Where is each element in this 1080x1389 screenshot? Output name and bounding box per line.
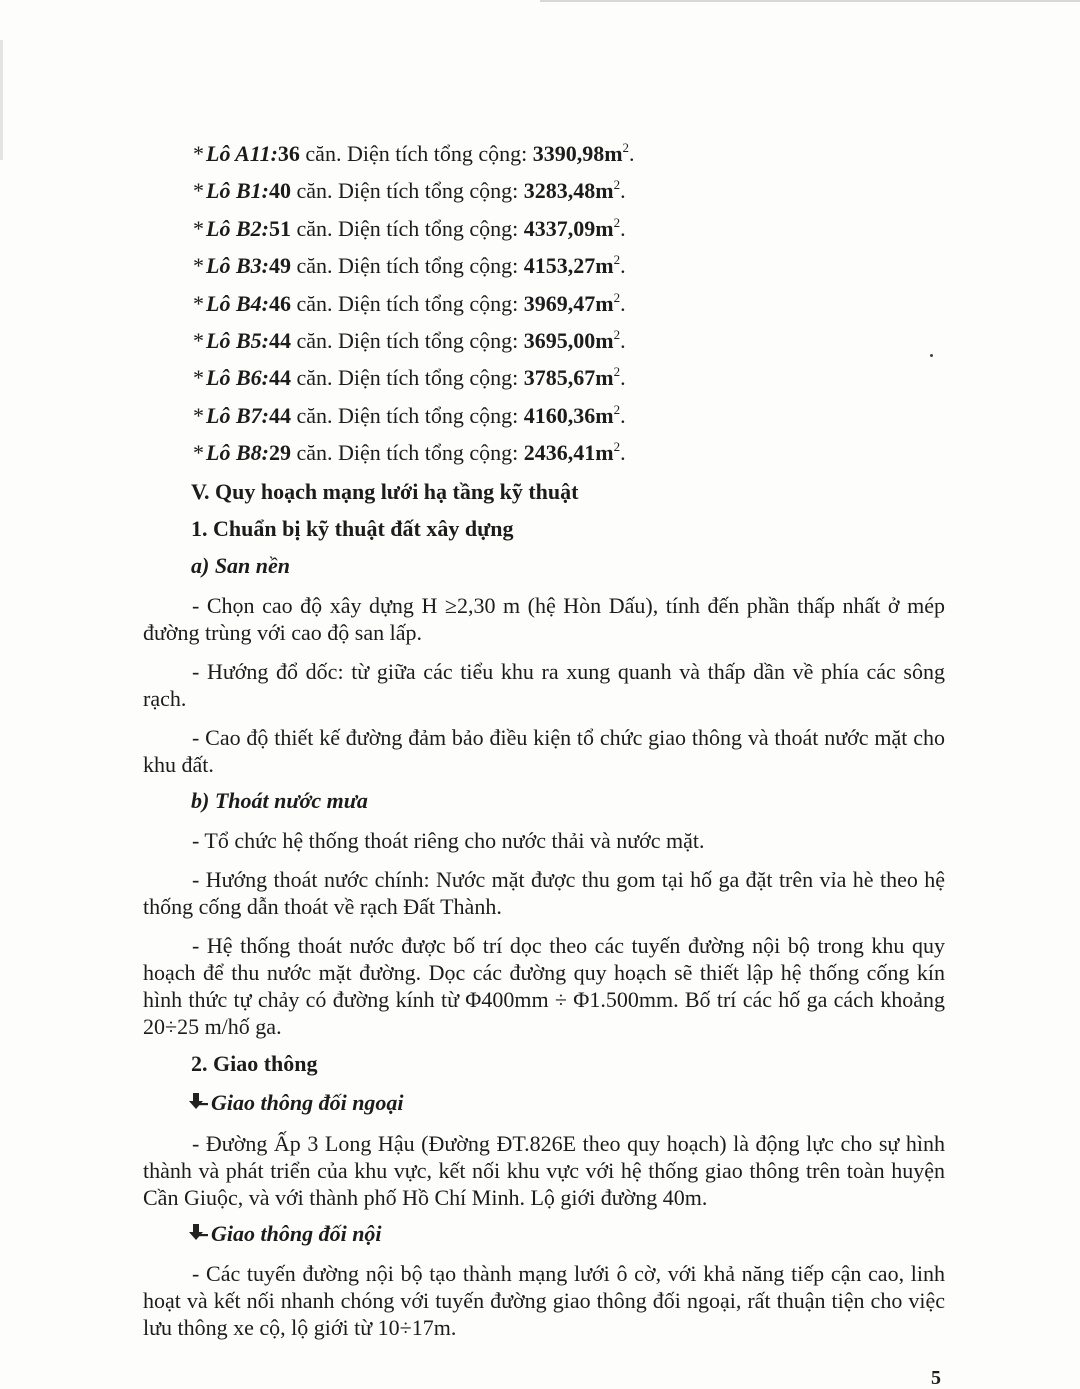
down-arrow-bullet-icon <box>187 1223 209 1243</box>
lot-area-label: căn. Diện tích tổng cộng: <box>290 215 524 241</box>
external-traffic-label: Giao thông đối ngoại <box>211 1090 404 1115</box>
lot-area: 3695,00m <box>523 328 614 353</box>
lot-name: Lô B3: <box>206 253 269 279</box>
lot-count: 51 <box>268 215 291 241</box>
lot-area-label: căn. Diện tích tổng cộng: <box>290 253 524 279</box>
lot-area: 3785,67m <box>523 365 614 391</box>
lot-line-end: . <box>620 365 626 391</box>
lot-area: 3969,47m <box>523 290 614 316</box>
lot-line <box>193 289 626 316</box>
lot-area-label: căn. Diện tích tổng cộng: <box>290 178 524 204</box>
lot-line-end: . <box>620 440 626 466</box>
lot-name: Lô B4: <box>206 290 269 316</box>
lot-area: 4160,36m <box>523 402 614 428</box>
lot-area-unit-exponent: 2 <box>613 364 621 380</box>
lot-area: 4153,27m <box>523 253 614 279</box>
subsection-b-heading: b) Thoát nước mưa <box>191 788 368 813</box>
lot-count: 29 <box>268 440 291 466</box>
lot-area-unit-exponent: 2 <box>613 214 621 230</box>
lot-count: 49 <box>268 253 291 279</box>
lot-line <box>193 140 635 166</box>
lot-line <box>193 439 626 466</box>
lot-line <box>193 327 626 353</box>
lot-count: 40 <box>268 178 291 204</box>
lot-name: Lô A11: <box>206 141 278 166</box>
lot-line-end: . <box>629 141 635 166</box>
lot-line-end: . <box>620 328 626 353</box>
lot-area: 3390,98m <box>532 141 623 166</box>
paragraph-a3: - Cao độ thiết kế đường đảm bảo điều kiện tổ chức giao thông và thoát nước mặt cho khu đất. <box>143 725 945 777</box>
star-marker: * <box>193 215 204 241</box>
lot-area-label: căn. Diện tích tổng cộng: <box>290 365 524 391</box>
section-1-heading: 1. Chuẩn bị kỹ thuật đất xây dựng <box>191 516 514 541</box>
star-marker: * <box>193 365 204 391</box>
lot-area-unit-exponent: 2 <box>613 289 621 305</box>
lot-line-end: . <box>620 178 626 204</box>
lot-area-unit-exponent: 2 <box>613 401 621 417</box>
section-v-heading: V. Quy hoạch mạng lưới hạ tầng kỹ thuật <box>191 479 579 504</box>
lot-line <box>193 252 626 279</box>
section-2-heading: 2. Giao thông <box>191 1051 318 1076</box>
lot-name: Lô B6: <box>206 365 269 391</box>
lot-line-end: . <box>620 290 626 316</box>
page-number: 5 <box>931 1367 941 1389</box>
lot-count: 46 <box>268 290 291 316</box>
star-marker: * <box>193 253 204 279</box>
lot-line <box>193 364 626 391</box>
internal-traffic-heading <box>187 1223 382 1245</box>
lot-area-unit-exponent: 2 <box>622 140 630 155</box>
paragraph-b1: - Tổ chức hệ thống thoát riêng cho nước thải và nước mặt. <box>192 828 705 853</box>
paragraph-b2: - Hướng thoát nước chính: Nước mặt được thu gom tại hố ga đặt trên vỉa hè theo hệ thống cống dẫn thoát về rạch Đất Thành. <box>143 867 945 919</box>
paragraph-a2: - Hướng đổ dốc: từ giữa các tiểu khu ra xung quanh và thấp dần về phía các sông rạch. <box>143 659 945 711</box>
lot-line-end: . <box>620 402 626 428</box>
lot-count: 44 <box>268 402 291 428</box>
lot-name: Lô B8: <box>206 440 269 466</box>
lot-area: 2436,41m <box>523 440 614 466</box>
paragraph-a1: - Chọn cao độ xây dựng H ≥2,30 m (hệ Hòn Dấu), tính đến phần thấp nhất ở mép đường trùng với cao độ san lấp. <box>143 593 945 645</box>
lot-area-label: căn. Diện tích tổng cộng: <box>290 290 524 316</box>
lot-area-label: căn. Diện tích tổng cộng: <box>290 440 524 466</box>
lot-line <box>193 401 626 428</box>
paragraph-external-traffic: - Đường Ấp 3 Long Hậu (Đường ĐT.826E theo quy hoạch) là động lực cho sự hình thành và phát triển của khu vực, kết nối khu vực với hệ thống giao thông trên toàn huyện Cần Giuộc, và với thành phố Hồ Chí Minh. Lộ giới đường 40m. <box>143 1131 945 1210</box>
lot-name: Lô B1: <box>206 178 269 204</box>
lot-area-unit-exponent: 2 <box>613 252 621 268</box>
star-marker: * <box>193 402 204 428</box>
lot-name: Lô B5: <box>206 328 269 353</box>
lot-line <box>193 214 626 241</box>
lot-area-unit-exponent: 2 <box>613 327 621 342</box>
lot-count: 44 <box>268 365 291 391</box>
down-arrow-bullet-icon <box>187 1092 209 1112</box>
lot-area-unit-exponent: 2 <box>613 439 621 455</box>
star-marker: * <box>193 178 204 204</box>
star-marker: * <box>193 328 204 353</box>
lot-area-label: căn. Diện tích tổng cộng: <box>290 402 524 428</box>
star-marker: * <box>193 440 204 466</box>
lot-area-label: căn. Diện tích tổng cộng: <box>299 141 533 166</box>
lot-line-end: . <box>620 253 626 279</box>
external-traffic-heading <box>187 1092 404 1114</box>
lot-area-unit-exponent: 2 <box>613 177 621 193</box>
subsection-a-heading: a) San nền <box>191 553 291 578</box>
internal-traffic-label: Giao thông đối nội <box>211 1221 382 1246</box>
lot-name: Lô B7: <box>206 402 269 428</box>
lot-count: 36 <box>277 141 300 166</box>
lot-count: 44 <box>268 328 291 353</box>
paragraph-b3: - Hệ thống thoát nước được bố trí dọc theo các tuyến đường nội bộ trong khu quy hoạch để thu nước mặt đường. Dọc các đường quy hoạch sẽ thiết lập hệ thống cống kín hình thức tự chảy có đường kính từ Φ400mm ÷ Φ1.500mm. Bố trí các hố ga cách khoảng 20÷25 m/hố ga. <box>143 933 945 1039</box>
lot-area: 4337,09m <box>523 215 614 241</box>
lot-line <box>193 177 626 204</box>
star-marker: * <box>193 141 204 166</box>
lot-name: Lô B2: <box>206 215 269 241</box>
star-marker: * <box>193 290 204 316</box>
lot-area-label: căn. Diện tích tổng cộng: <box>290 328 524 353</box>
lot-line-end: . <box>620 215 626 241</box>
paragraph-internal-traffic: - Các tuyến đường nội bộ tạo thành mạng lưới ô cờ, với khả năng tiếp cận cao, linh hoạt và kết nối nhanh chóng với tuyến đường giao thông đối ngoại, rất thuận tiện cho việc lưu thông xe cộ, lộ giới từ 10÷17m. <box>143 1261 945 1340</box>
lot-area: 3283,48m <box>523 178 614 204</box>
